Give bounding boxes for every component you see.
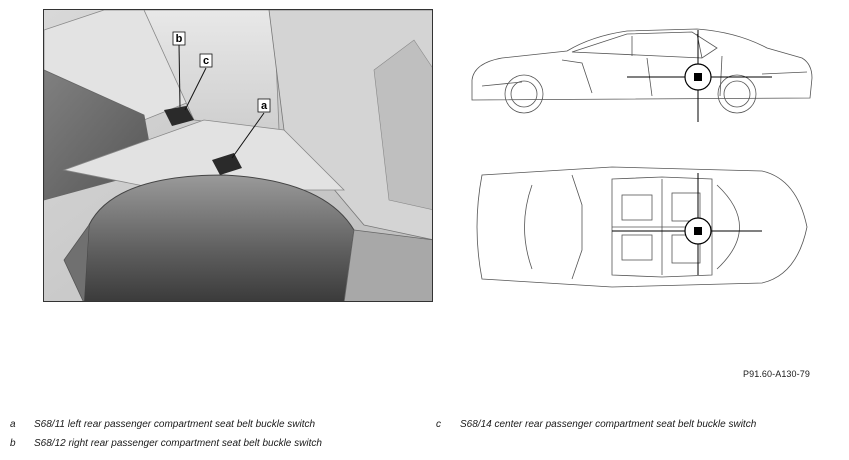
rear-seat-illustration <box>43 9 433 302</box>
legend-text: S68/12 right rear passenger compartment seat belt buckle switch <box>34 438 322 449</box>
callout-b: b <box>175 33 183 45</box>
legend-item-c <box>436 419 756 430</box>
callout-a: a <box>260 100 268 112</box>
legend-text: S68/11 left rear passenger compartment seat belt buckle switch <box>34 419 316 430</box>
side-marker <box>694 73 702 81</box>
figure-reference: P91.60-A130-79 <box>743 369 810 379</box>
legend-key: a <box>10 419 16 430</box>
vehicle-side-drawing <box>462 18 837 128</box>
callout-c: c <box>202 55 210 67</box>
legend-key: c <box>436 419 441 430</box>
top-marker <box>694 227 702 235</box>
legend-item-b <box>10 438 322 449</box>
vehicle-top-drawing <box>462 155 837 300</box>
vehicle-side-view <box>462 18 837 128</box>
rear-seat-drawing <box>44 10 433 302</box>
legend-key: b <box>10 438 16 449</box>
legend-text: S68/14 center rear passenger compartment seat belt buckle switch <box>460 419 757 430</box>
legend-item-a <box>10 419 315 430</box>
vehicle-top-view <box>462 155 837 300</box>
